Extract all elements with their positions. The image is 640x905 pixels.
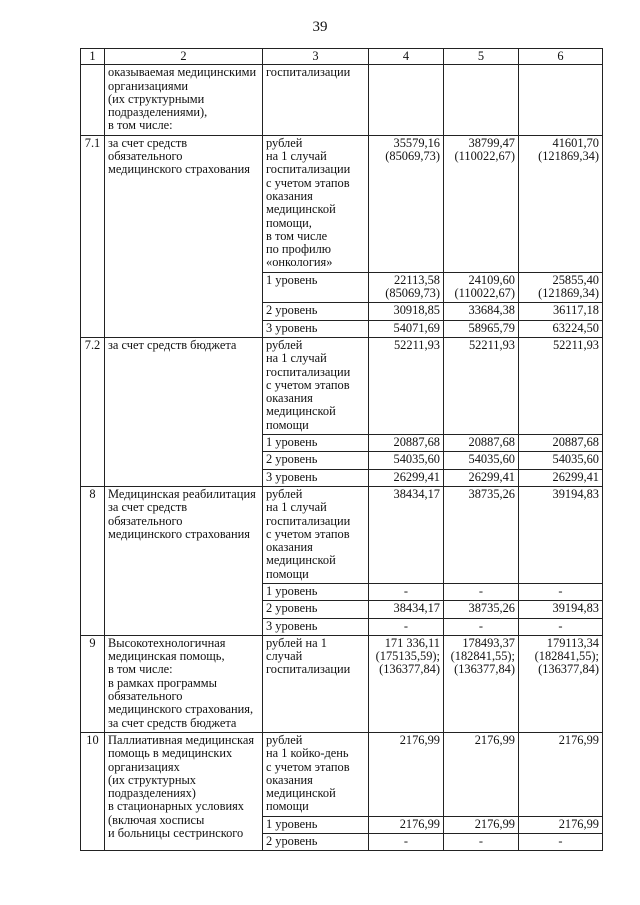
value-cell-col4: 38434,17: [369, 486, 444, 583]
table-row: [81, 135, 603, 272]
unit-cell: рублей на 1 случай госпитализации с учетом этапов оказания медицинской помощи: [263, 486, 369, 583]
value-cell-col5: 38799,47 (110022,67): [444, 135, 519, 272]
value-cell-col6: 2176,99: [519, 732, 603, 816]
unit-cell: 2 уровень: [263, 452, 369, 469]
value-cell-col6: 2176,99: [519, 816, 603, 833]
row-number-cell: [81, 65, 105, 135]
description-cell: Медицинская реабилитация за счет средств обязательного медицинского страхования: [105, 486, 263, 635]
value-cell-col4: 35579,16 (85069,73): [369, 135, 444, 272]
value-cell-col5: [444, 65, 519, 135]
description-cell: за счет средств обязательного медицинского страхования: [105, 135, 263, 337]
unit-cell: рублей на 1 случай госпитализации с учетом этапов оказания медицинской помощи, в том числе по профилю «онкология»: [263, 135, 369, 272]
header-cell-3: 3: [263, 49, 369, 65]
value-cell-col4: 171 336,11 (175135,59); (136377,84): [369, 635, 444, 732]
value-cell-col5: 20887,68: [444, 435, 519, 452]
unit-cell: 3 уровень: [263, 469, 369, 486]
value-cell-col5: 54035,60: [444, 452, 519, 469]
value-cell-col5: 38735,26: [444, 601, 519, 618]
value-cell-col5: -: [444, 834, 519, 851]
value-cell-col4: -: [369, 583, 444, 600]
value-cell-col5: 26299,41: [444, 469, 519, 486]
unit-cell: рублей на 1 случай госпитализации: [263, 635, 369, 732]
value-cell-col4: 2176,99: [369, 816, 444, 833]
value-cell-col6: -: [519, 834, 603, 851]
description-cell: оказываемая медицинскими организациями (их структурными подразделениями), в том числе:: [105, 65, 263, 135]
value-cell-col6: 54035,60: [519, 452, 603, 469]
value-cell-col6: 52211,93: [519, 337, 603, 434]
unit-cell: 3 уровень: [263, 320, 369, 337]
value-cell-col4: 26299,41: [369, 469, 444, 486]
table-row: [81, 635, 603, 732]
value-cell-col4: 30918,85: [369, 303, 444, 320]
value-cell-col4: 2176,99: [369, 732, 444, 816]
value-cell-col6: 25855,40 (121869,34): [519, 272, 603, 303]
value-cell-col6: 41601,70 (121869,34): [519, 135, 603, 272]
description-cell: Паллиативная медицинская помощь в медицинских организациях (их структурных подразделениях) в стационарных условиях (включая хосписы и больницы сестринского: [105, 732, 263, 850]
value-cell-col6: [519, 65, 603, 135]
header-cell-5: 5: [444, 49, 519, 65]
description-cell: за счет средств бюджета: [105, 337, 263, 486]
table-row: [81, 337, 603, 434]
table-row: [81, 486, 603, 583]
table-row: [81, 65, 603, 135]
unit-cell: 2 уровень: [263, 303, 369, 320]
value-cell-col6: 179113,34 (182841,55); (136377,84): [519, 635, 603, 732]
value-cell-col5: -: [444, 618, 519, 635]
value-cell-col5: 2176,99: [444, 732, 519, 816]
value-cell-col6: 26299,41: [519, 469, 603, 486]
row-number-cell: 7.2: [81, 337, 105, 486]
value-cell-col5: 2176,99: [444, 816, 519, 833]
value-cell-col6: -: [519, 583, 603, 600]
value-cell-col5: 38735,26: [444, 486, 519, 583]
unit-cell: 1 уровень: [263, 816, 369, 833]
value-cell-col5: 52211,93: [444, 337, 519, 434]
value-cell-col4: 52211,93: [369, 337, 444, 434]
unit-cell: 2 уровень: [263, 601, 369, 618]
unit-cell: 1 уровень: [263, 435, 369, 452]
table-header-row: [81, 49, 603, 65]
value-cell-col4: 38434,17: [369, 601, 444, 618]
value-cell-col4: 54035,60: [369, 452, 444, 469]
header-cell-4: 4: [369, 49, 444, 65]
value-cell-col5: 33684,38: [444, 303, 519, 320]
value-cell-col4: 20887,68: [369, 435, 444, 452]
description-cell: Высокотехнологичная медицинская помощь, в том числе: в рамках программы обязательного медицинского страхования, за счет средств бюджета: [105, 635, 263, 732]
row-number-cell: 10: [81, 732, 105, 850]
value-cell-col4: 54071,69: [369, 320, 444, 337]
page-number: 39: [312, 19, 328, 35]
value-cell-col4: [369, 65, 444, 135]
value-cell-col6: 20887,68: [519, 435, 603, 452]
tariff-table: [80, 48, 603, 851]
value-cell-col6: -: [519, 618, 603, 635]
unit-cell: 3 уровень: [263, 618, 369, 635]
unit-cell: рублей на 1 койко-день с учетом этапов оказания медицинской помощи: [263, 732, 369, 816]
value-cell-col6: 36117,18: [519, 303, 603, 320]
table-row: [81, 732, 603, 816]
row-number-cell: 8: [81, 486, 105, 635]
unit-cell: 1 уровень: [263, 272, 369, 303]
header-cell-2: 2: [105, 49, 263, 65]
value-cell-col6: 39194,83: [519, 486, 603, 583]
unit-cell: госпитализации: [263, 65, 369, 135]
unit-cell: рублей на 1 случай госпитализации с учетом этапов оказания медицинской помощи: [263, 337, 369, 434]
row-number-cell: 9: [81, 635, 105, 732]
unit-cell: 2 уровень: [263, 834, 369, 851]
value-cell-col5: 24109,60 (110022,67): [444, 272, 519, 303]
header-cell-6: 6: [519, 49, 603, 65]
value-cell-col5: -: [444, 583, 519, 600]
value-cell-col6: 63224,50: [519, 320, 603, 337]
unit-cell: 1 уровень: [263, 583, 369, 600]
header-cell-1: 1: [81, 49, 105, 65]
value-cell-col4: -: [369, 834, 444, 851]
value-cell-col4: 22113,58 (85069,73): [369, 272, 444, 303]
value-cell-col4: -: [369, 618, 444, 635]
row-number-cell: 7.1: [81, 135, 105, 337]
value-cell-col5: 58965,79: [444, 320, 519, 337]
value-cell-col6: 39194,83: [519, 601, 603, 618]
value-cell-col5: 178493,37 (182841,55); (136377,84): [444, 635, 519, 732]
